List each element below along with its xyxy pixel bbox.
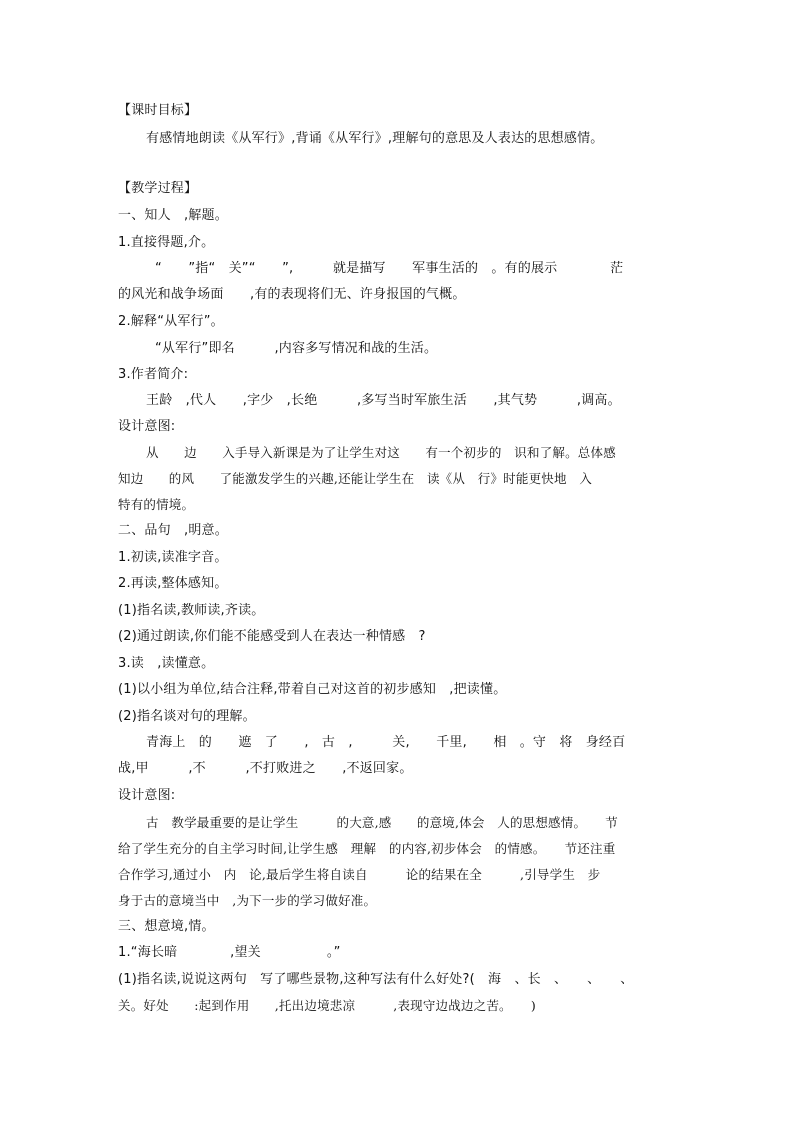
paragraph-line: 关。好处 :起到作用 ,托出边境悲凉 ,表现守边战边之苦。 ) — [118, 998, 536, 1013]
paragraph-line: 2.解释“从军行”。 — [118, 314, 224, 329]
section-heading-process: 【教学过程】 — [118, 181, 198, 196]
paragraph-line: 王龄 ,代人 ,字少 ,长绝 ,多写当时军旅生活 ,其气势 ,调高。 — [146, 393, 621, 408]
design-intent-text: 身于古的意境当中 ,为下一步的学习做好准。 — [118, 893, 377, 908]
part-one-heading: 一、知人 ,解题。 — [118, 208, 228, 223]
design-intent-text: 知边 的风 了能激发学生的兴趣,还能让学生在 读《从 行》时能更快地 入 — [118, 471, 593, 486]
design-intent-text: 从 边 入手导入新课是为了让学生对这 有一个初步的 识和了解。总体感 — [146, 445, 616, 460]
objectives-text: 有感情地朗读《从军行》,背诵《从军行》,理解句的意思及人表达的思想感情。 — [146, 131, 604, 146]
design-intent-text: 给了学生充分的自主学习时间,让学生感 理解 的内容,初步体会 的情感。 节还注重 — [118, 841, 616, 856]
paragraph-line: 1.“海长暗 ,望关 。” — [118, 945, 341, 960]
paragraph-line: “从军行”即名 ,内容多写情况和战的生活。 — [155, 341, 438, 356]
paragraph-line: 1.直接得题,介。 — [118, 235, 215, 250]
paragraph-line: (1)以小组为单位,结合注释,带着自己对这首的初步感知 ,把读懂。 — [118, 682, 507, 697]
paragraph-line: 3.读 ,读懂意。 — [118, 656, 215, 671]
design-intent-label: 设计意图: — [118, 419, 176, 434]
paragraph-line: 的风光和战争场面 ,有的表现将们无、许身报国的气概。 — [118, 287, 466, 302]
paragraph-line: (1)指名读,说说这两句 写了哪些景物,这种写法有什么好处?( 海 、长 、 、 、 — [118, 972, 634, 987]
design-intent-text: 合作学习,通过小 内 论,最后学生将自读自 论的结果在全 ,引导学生 步 — [118, 867, 601, 882]
paragraph-line: (2)指名谈对句的理解。 — [118, 709, 256, 724]
part-two-heading: 二、品句 ,明意。 — [118, 523, 228, 538]
paragraph-line: “ ”指“ 关”“ ”, 就是描写 军事生活的 。有的展示 茫 — [155, 261, 624, 276]
paragraph-line: 青海上 的 遮 了 , 古 , 关, 千里, 相 。守 将 身经百 — [146, 735, 626, 750]
paragraph-line: (2)通过朗读,你们能不能感受到人在表达一种情感 ? — [118, 629, 426, 644]
paragraph-line: 2.再读,整体感知。 — [118, 576, 228, 591]
paragraph-line: (1)指名读,教师读,齐读。 — [118, 603, 265, 618]
design-intent-text: 特有的情境。 — [118, 497, 195, 512]
paragraph-line: 战,甲 ,不 ,不打败进之 ,不返回家。 — [118, 761, 413, 776]
paragraph-line: 3.作者简介: — [118, 367, 189, 382]
design-intent-label: 设计意图: — [118, 788, 176, 803]
paragraph-line: 1.初读,读准字音。 — [118, 550, 228, 565]
section-heading-objectives: 【课时目标】 — [118, 103, 198, 118]
part-three-heading: 三、想意境,情。 — [118, 919, 215, 934]
design-intent-text: 古 教学最重要的是让学生 的大意,感 的意境,体会 人的思想感情。 节 — [146, 815, 618, 830]
